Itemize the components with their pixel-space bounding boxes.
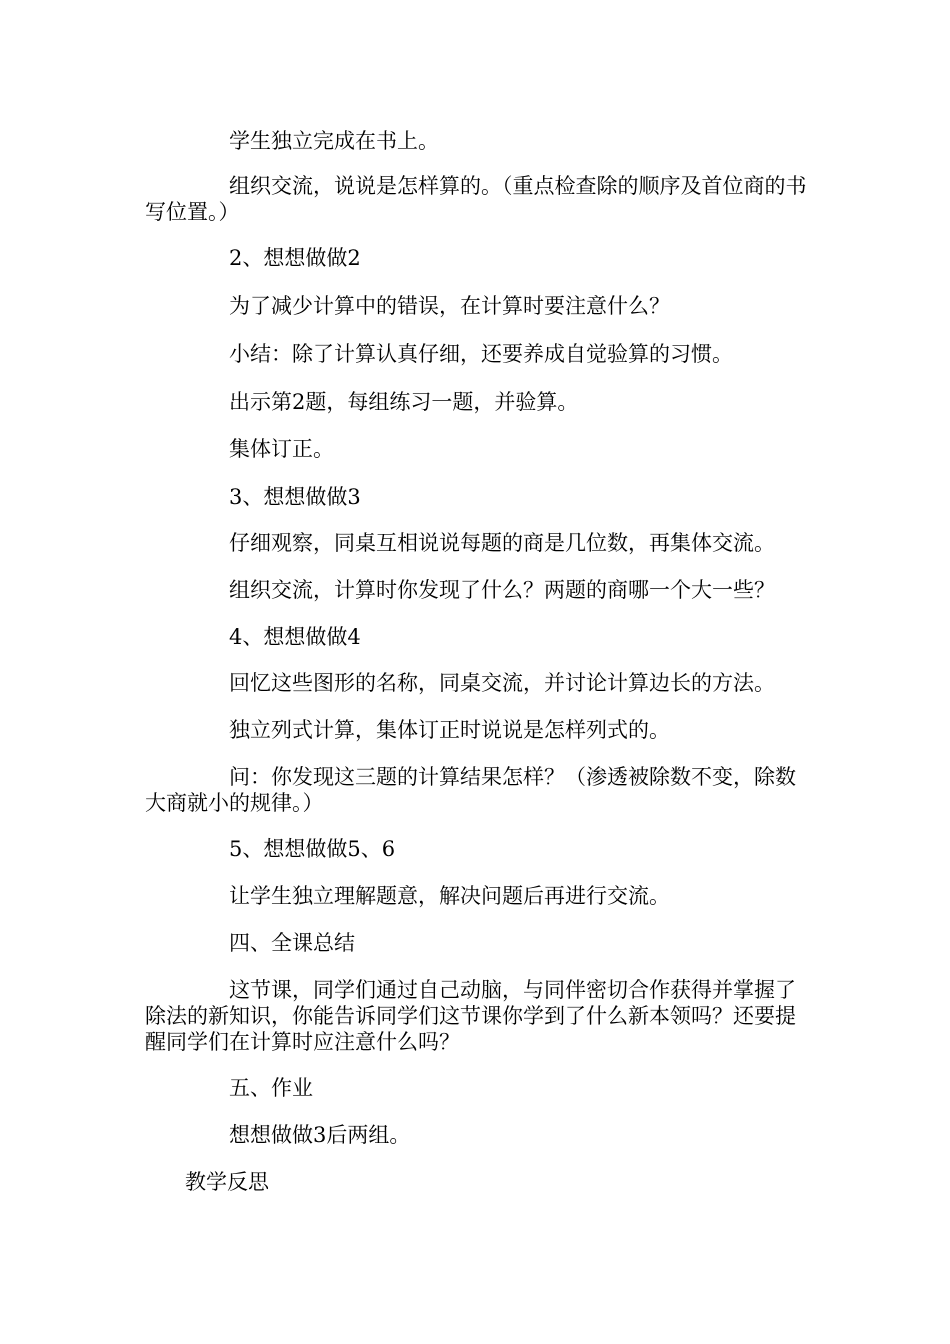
paragraph-10: 独立列式计算，集体订正时说说是怎样列式的。 bbox=[229, 718, 670, 742]
paragraph-2: 组织交流，说说是怎样算的。（重点检查除的顺序及首位商的书写位置。） bbox=[145, 174, 807, 224]
paragraph-6: 集体订正。 bbox=[229, 437, 334, 461]
section-heading-summary: 四、全课总结 bbox=[229, 931, 355, 955]
paragraph-5: 出示第2题，每组练习一题，并验算。 bbox=[229, 390, 579, 414]
paragraph-8: 组织交流，计算时你发现了什么？两题的商哪一个大一些？ bbox=[229, 578, 775, 602]
paragraph-9: 回忆这些图形的名称，同桌交流，并讨论计算边长的方法。 bbox=[229, 671, 775, 695]
paragraph-4: 小结：除了计算认真仔细，还要养成自觉验算的习惯。 bbox=[229, 342, 733, 366]
paragraph-13: 这节课，同学们通过自己动脑，与同伴密切合作获得并掌握了除法的新知识，你能告诉同学们这节课你学到了什么新本领吗？还要提醒同学们在计算时应注意什么吗？ bbox=[145, 978, 796, 1054]
paragraph-1: 学生独立完成在书上。 bbox=[229, 129, 439, 153]
heading-item-5: 5、想想做做5、6 bbox=[229, 837, 396, 861]
section-heading-homework: 五、作业 bbox=[229, 1076, 313, 1100]
paragraph-3: 为了减少计算中的错误，在计算时要注意什么？ bbox=[229, 294, 670, 318]
paragraph-7: 仔细观察，同桌互相说说每题的商是几位数，再集体交流。 bbox=[229, 531, 775, 555]
paragraph-11: 问：你发现这三题的计算结果怎样？（渗透被除数不变，除数大商就小的规律。） bbox=[145, 765, 796, 815]
heading-item-2: 2、想想做做2 bbox=[229, 246, 361, 270]
paragraph-14: 想想做做3后两组。 bbox=[229, 1123, 411, 1147]
heading-item-3: 3、想想做做3 bbox=[229, 485, 361, 509]
heading-item-4: 4、想想做做4 bbox=[229, 625, 361, 649]
footer-heading-reflection: 教学反思 bbox=[185, 1170, 269, 1194]
paragraph-12: 让学生独立理解题意，解决问题后再进行交流。 bbox=[229, 884, 670, 908]
